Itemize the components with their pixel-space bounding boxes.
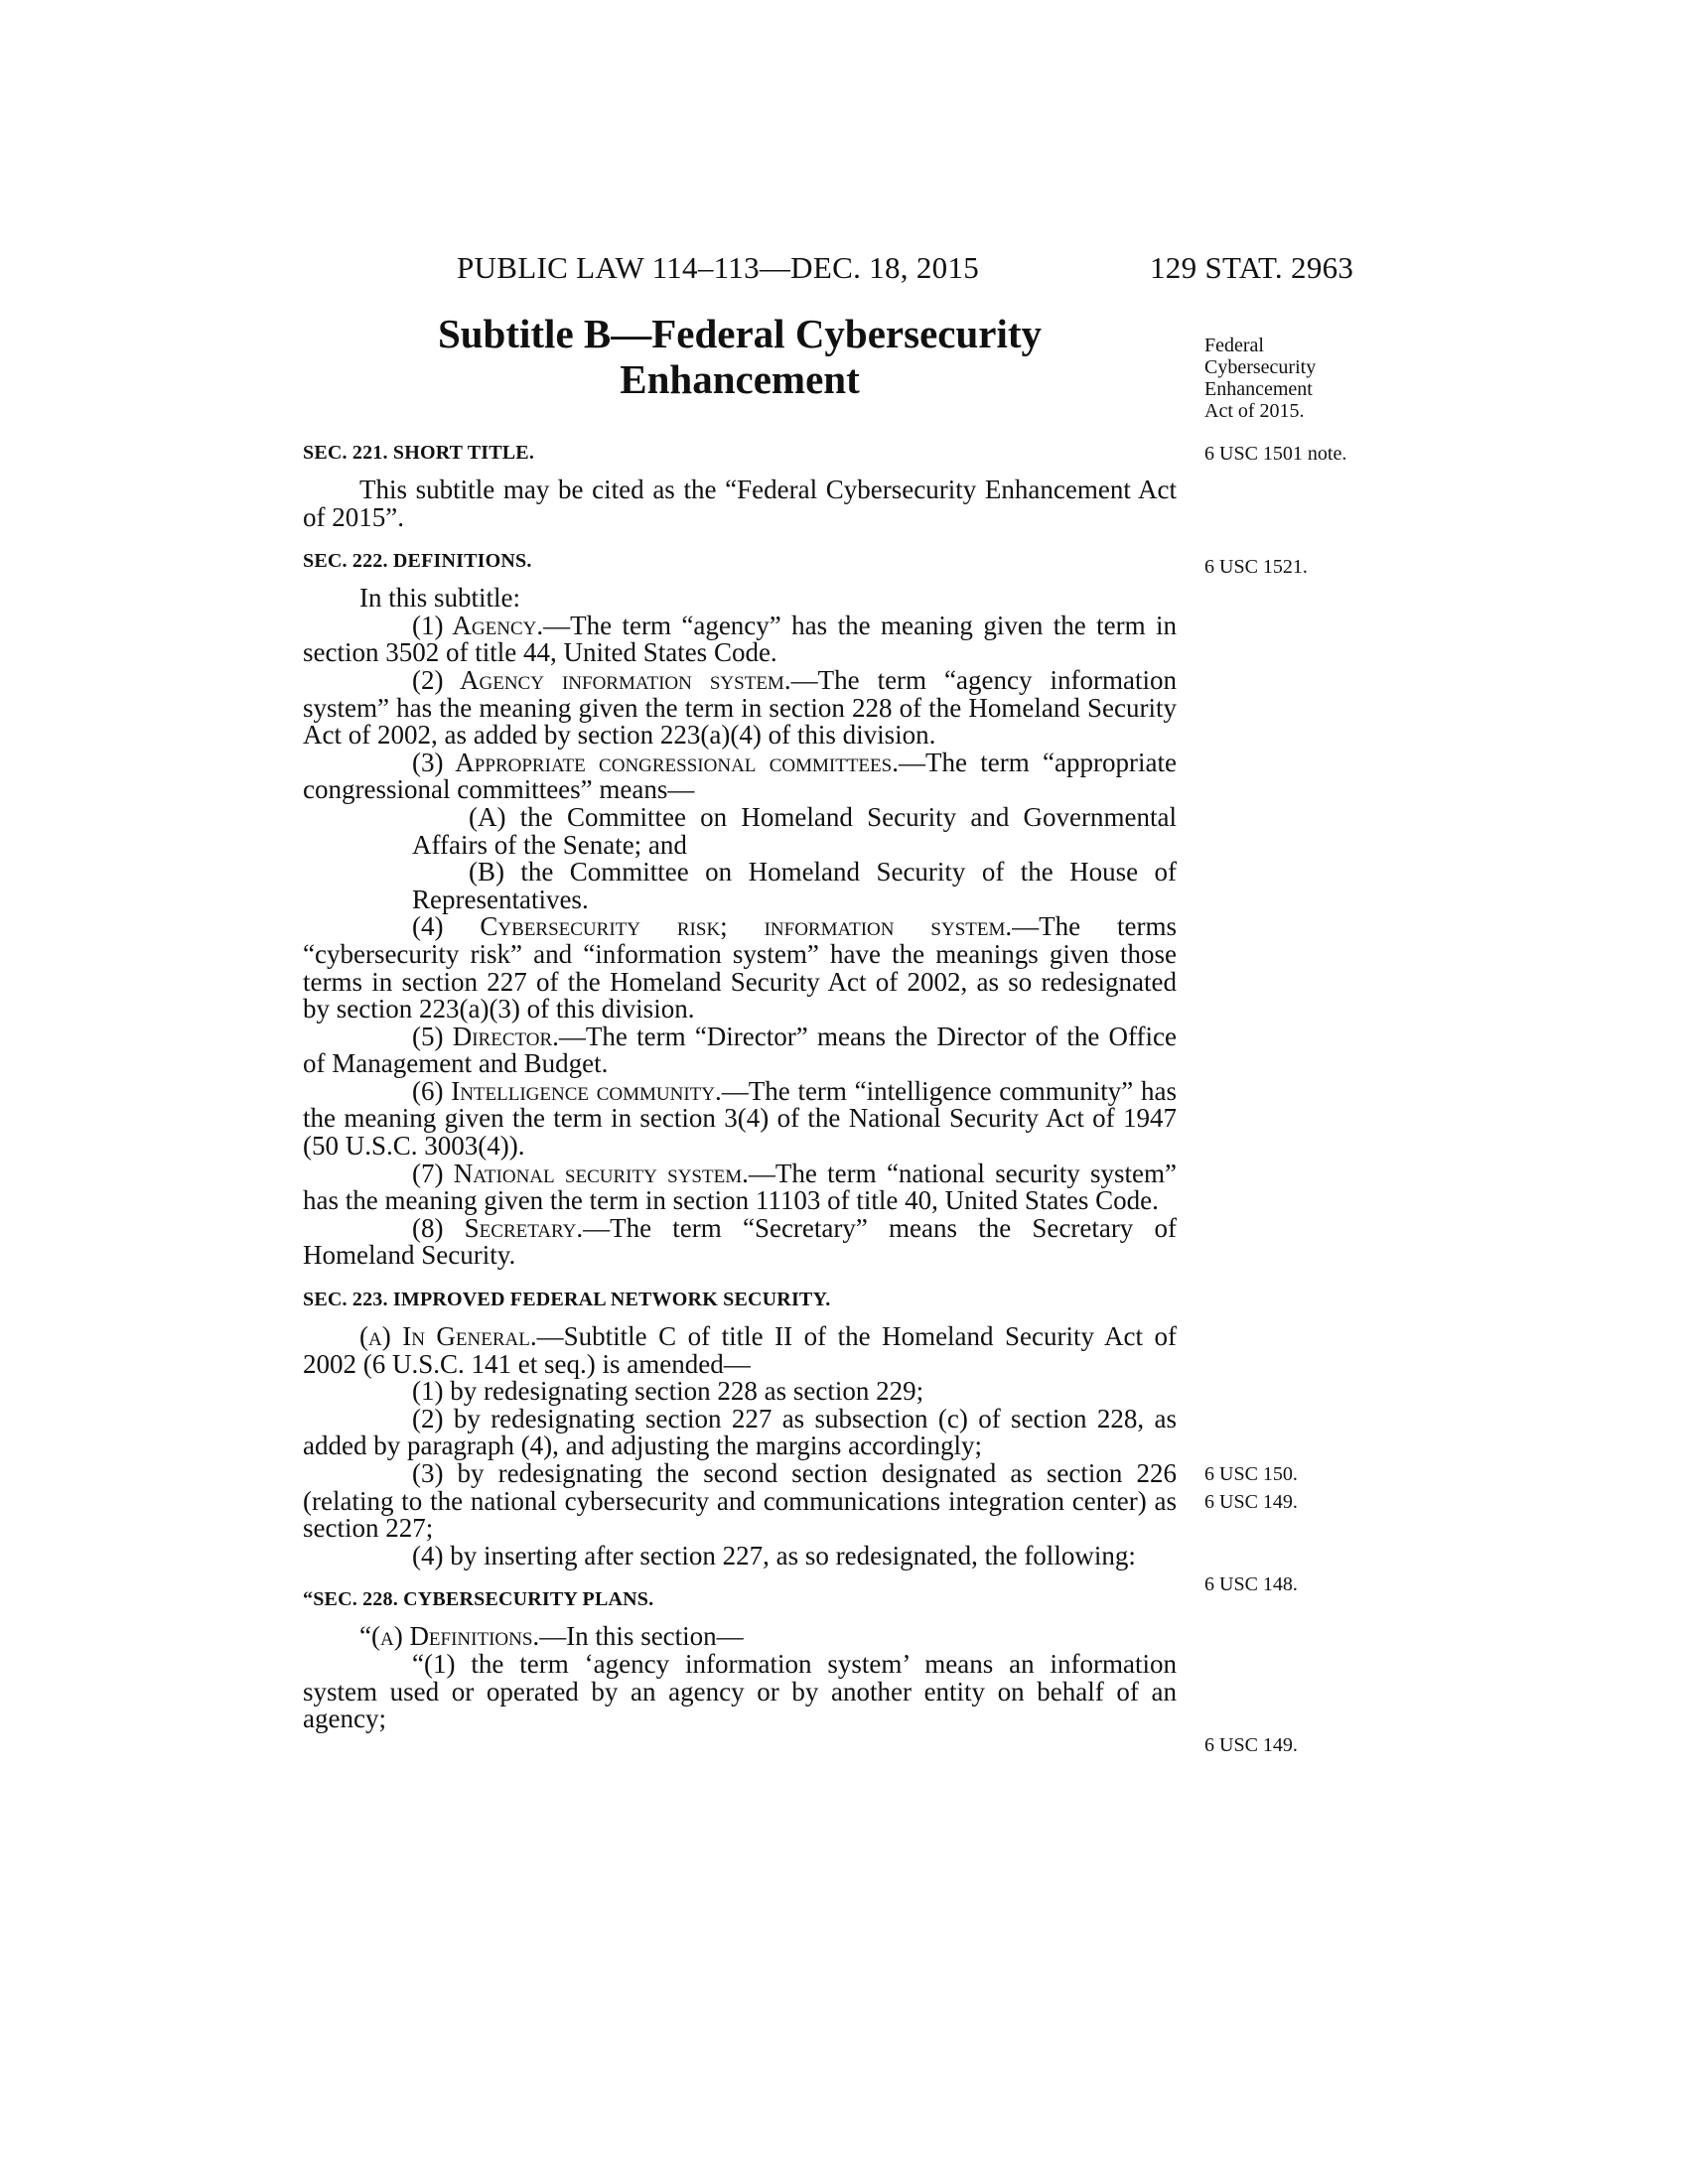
document-body xyxy=(303,441,1177,1733)
section-text-221: This subtitle may be cited as the “Federal Cybersecurity Enhancement Act of 2015”. xyxy=(303,475,1177,532)
amendment-paragraph-1: (1) by redesignating section 228 as section 229; xyxy=(412,1376,924,1407)
definition-label: (7) National security system. xyxy=(412,1158,749,1188)
definition-4 xyxy=(303,913,1177,1023)
subtitle-heading xyxy=(303,311,1177,402)
margin-note-line: Act of 2015. xyxy=(1204,400,1305,422)
page-number: 129 STAT. 2963 xyxy=(1150,250,1354,285)
subsection-text: —Subtitle C of title II of the Homeland Security Act of 2002 (6 U.S.C. 141 et seq.) is amended— xyxy=(303,1321,1177,1379)
amendment-paragraph-4: (4) by inserting after section 227, as so redesignated, the following: xyxy=(412,1540,1136,1570)
definition-text: —The term “Secretary” means the Secretary of Homeland Security. xyxy=(303,1212,1177,1271)
subtitle-line-1: Subtitle B—Federal Cybersecurity xyxy=(437,311,1043,356)
margin-note-line: Federal xyxy=(1204,335,1264,356)
definition-6 xyxy=(303,1075,1177,1161)
margin-note-sec228: 6 USC 149. xyxy=(1204,1734,1298,1756)
definition-1 xyxy=(303,610,1177,668)
definition-label: (1) Agency. xyxy=(412,610,544,640)
section-heading-221: SEC. 221. SHORT TITLE. xyxy=(303,442,535,464)
definition-label: (6) Intelligence community. xyxy=(412,1075,722,1106)
subsection-label: (a) In General. xyxy=(359,1321,537,1352)
definition-3-a xyxy=(303,801,1177,860)
definition-8 xyxy=(303,1212,1177,1271)
definition-text: —The term “agency” has the meaning given the term in section 3502 of title 44, United States Code. xyxy=(303,610,1177,668)
definition-text: —The terms “cybersecurity risk” and “information system” have the meanings given those terms in section 227 of the Homeland Security Act of 2002, as so redesignated by section 223(a)(3) of this division. xyxy=(303,911,1178,1024)
margin-note-act-name xyxy=(1204,335,1316,422)
margin-note-para3: 6 USC 148. xyxy=(1204,1573,1298,1595)
section-heading-228: “SEC. 228. CYBERSECURITY PLANS. xyxy=(303,1588,654,1611)
definition-label: (8) Secretary. xyxy=(412,1212,584,1243)
subparagraph-text: (B) the Committee on Homeland Security of the House of Representatives. xyxy=(412,857,1177,914)
definition-3-b xyxy=(303,859,1177,913)
margin-note-line: Cybersecurity xyxy=(1204,356,1317,378)
definition-text: —The term “national security system” has the meaning given the term in section 11103 of title 40, United States Code. xyxy=(303,1158,1177,1216)
definition-text: —The term “appropriate congressional committees” means— xyxy=(303,747,1177,805)
subtitle-line-2: Enhancement xyxy=(620,356,860,402)
margin-note-sec221: 6 USC 1501 note. xyxy=(1204,443,1347,465)
definition-text: —The term “agency information system” has the meaning given the term in section 228 of the Homeland Security Act of 2002, as added by section 223(a)(4) of this division. xyxy=(303,664,1177,751)
amendment-paragraph-2: (2) by redesignating section 227 as subsection (c) of section 228, as added by paragraph (4), and adjusting the margins accordingly; xyxy=(303,1403,1177,1461)
definitions-intro: In this subtitle: xyxy=(359,583,520,614)
definition-paragraph-1: “(1) the term ‘agency information system’ means an information system used or operated by an agency or by another entity on behalf of an agency; xyxy=(303,1648,1177,1734)
definition-label: (5) Director. xyxy=(412,1021,559,1051)
margin-note-para2: 6 USC 149. xyxy=(1204,1491,1298,1513)
definition-text: —The term “Director” means the Director of the Office of Management and Budget. xyxy=(303,1021,1177,1079)
definition-2 xyxy=(303,664,1177,751)
definition-3 xyxy=(303,747,1177,805)
definition-label: (2) Agency information system. xyxy=(412,664,791,695)
margin-note-para1: 6 USC 150. xyxy=(1204,1463,1298,1485)
definition-7 xyxy=(303,1160,1177,1215)
definition-label: (4) Cybersecurity risk; information system. xyxy=(412,911,1013,942)
definition-text: —The term “intelligence community” has the meaning given the term in section 3(4) of the National Security Act of 1947 (50 U.S.C. 3003(4)). xyxy=(303,1075,1177,1161)
section-heading-222: SEC. 222. DEFINITIONS. xyxy=(303,550,532,573)
subparagraph-text: (A) the Committee on Homeland Security and Governmental Affairs of the Senate; and xyxy=(412,801,1177,860)
subsection-223-a xyxy=(303,1323,1177,1378)
margin-note-sec222: 6 USC 1521. xyxy=(1204,556,1308,578)
subsection-label: “(a) Definitions. xyxy=(359,1621,540,1652)
subsection-text: —In this section— xyxy=(539,1621,744,1652)
definition-label: (3) Appropriate congressional committees. xyxy=(412,747,899,777)
subsection-228-a xyxy=(303,1623,1177,1651)
section-heading-223: SEC. 223. IMPROVED FEDERAL NETWORK SECURITY. xyxy=(303,1289,831,1311)
running-head-left: PUBLIC LAW 114–113—DEC. 18, 2015 xyxy=(457,250,980,285)
definition-5 xyxy=(303,1021,1177,1079)
margin-note-line: Enhancement xyxy=(1204,378,1313,400)
amendment-paragraph-3: (3) by redesignating the second section designated as section 226 (relating to the national cybersecurity and communications integration center) as section 227; xyxy=(303,1458,1177,1544)
